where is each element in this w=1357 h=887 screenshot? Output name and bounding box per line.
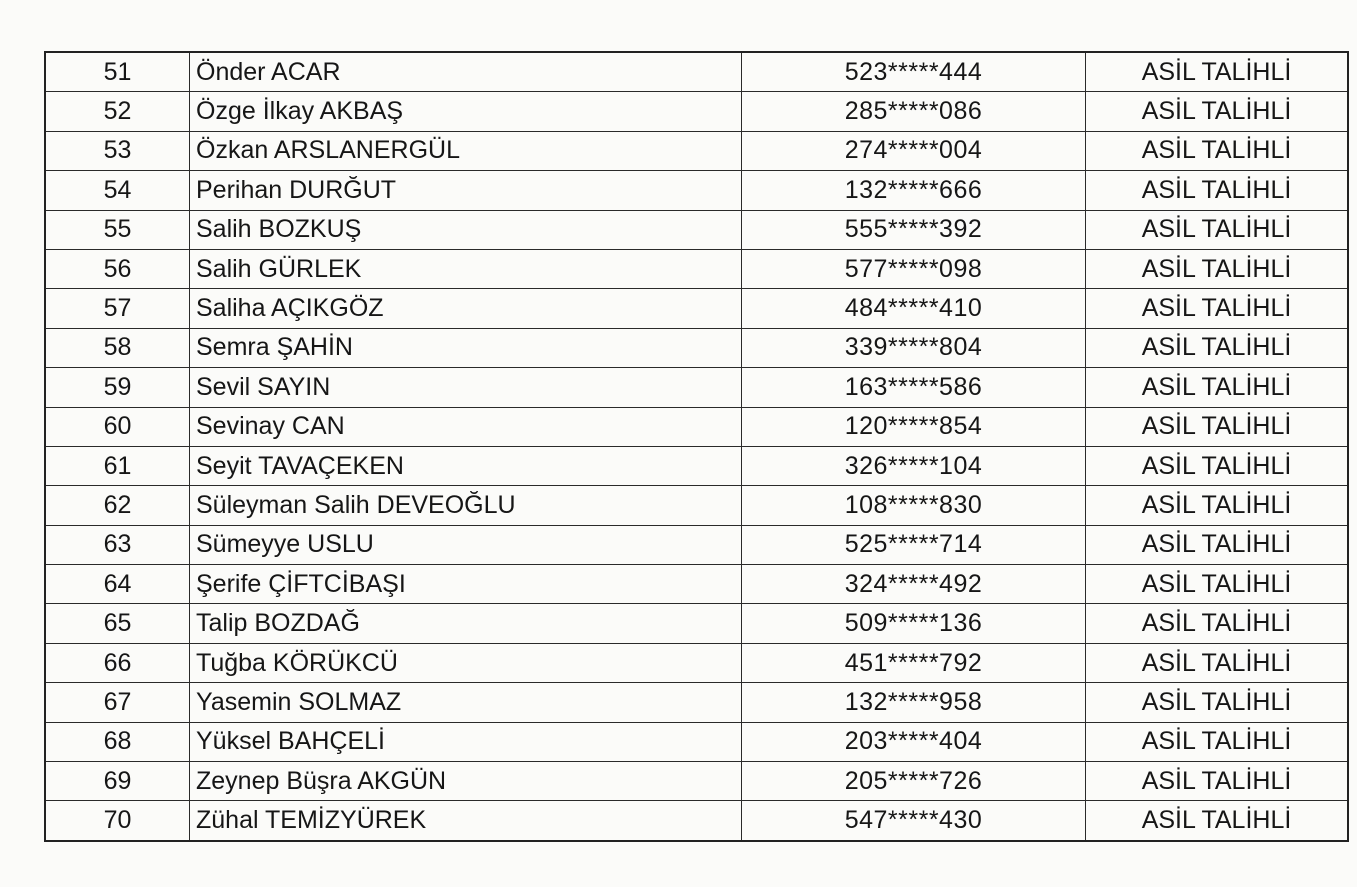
person-name-cell: Saliha AÇIKGÖZ — [190, 289, 742, 328]
person-name-cell: Perihan DURĞUT — [190, 171, 742, 210]
table-row — [45, 249, 1348, 288]
masked-id-cell: 523*****444 — [742, 52, 1086, 92]
table-row — [45, 446, 1348, 485]
table-row — [45, 407, 1348, 446]
masked-id-cell: 484*****410 — [742, 289, 1086, 328]
row-number-cell: 54 — [45, 171, 190, 210]
row-number-cell: 66 — [45, 643, 190, 682]
row-number-cell: 60 — [45, 407, 190, 446]
masked-id-cell: 339*****804 — [742, 328, 1086, 367]
row-number-cell: 53 — [45, 131, 190, 170]
person-name-cell: Yasemin SOLMAZ — [190, 683, 742, 722]
person-name-cell: Talip BOZDAĞ — [190, 604, 742, 643]
table-row — [45, 171, 1348, 210]
row-number-cell: 58 — [45, 328, 190, 367]
masked-id-cell: 274*****004 — [742, 131, 1086, 170]
person-name-cell: Salih GÜRLEK — [190, 249, 742, 288]
row-number-cell: 52 — [45, 92, 190, 131]
masked-id-cell: 577*****098 — [742, 249, 1086, 288]
masked-id-cell: 451*****792 — [742, 643, 1086, 682]
table-row — [45, 722, 1348, 761]
status-cell: ASİL TALİHLİ — [1086, 683, 1349, 722]
row-number-cell: 67 — [45, 683, 190, 722]
person-name-cell: Sevinay CAN — [190, 407, 742, 446]
person-name-cell: Önder ACAR — [190, 52, 742, 92]
person-name-cell: Zühal TEMİZYÜREK — [190, 801, 742, 841]
person-name-cell: Süleyman Salih DEVEOĞLU — [190, 486, 742, 525]
row-number-cell: 59 — [45, 368, 190, 407]
row-number-cell: 70 — [45, 801, 190, 841]
status-cell: ASİL TALİHLİ — [1086, 92, 1349, 131]
status-cell: ASİL TALİHLİ — [1086, 171, 1349, 210]
person-name-cell: Seyit TAVAÇEKEN — [190, 446, 742, 485]
person-name-cell: Salih BOZKUŞ — [190, 210, 742, 249]
table-row — [45, 52, 1348, 92]
status-cell: ASİL TALİHLİ — [1086, 643, 1349, 682]
masked-id-cell: 326*****104 — [742, 446, 1086, 485]
row-number-cell: 55 — [45, 210, 190, 249]
status-cell: ASİL TALİHLİ — [1086, 289, 1349, 328]
status-cell: ASİL TALİHLİ — [1086, 446, 1349, 485]
person-name-cell: Özkan ARSLANERGÜL — [190, 131, 742, 170]
table-row — [45, 92, 1348, 131]
table-row — [45, 762, 1348, 801]
table-row — [45, 210, 1348, 249]
masked-id-cell: 163*****586 — [742, 368, 1086, 407]
row-number-cell: 62 — [45, 486, 190, 525]
table-row — [45, 604, 1348, 643]
status-cell: ASİL TALİHLİ — [1086, 525, 1349, 564]
masked-id-cell: 285*****086 — [742, 92, 1086, 131]
status-cell: ASİL TALİHLİ — [1086, 762, 1349, 801]
results-table — [44, 51, 1349, 842]
results-table-body — [45, 52, 1348, 841]
table-row — [45, 131, 1348, 170]
table-row — [45, 801, 1348, 841]
masked-id-cell: 108*****830 — [742, 486, 1086, 525]
person-name-cell: Zeynep Büşra AKGÜN — [190, 762, 742, 801]
status-cell: ASİL TALİHLİ — [1086, 131, 1349, 170]
person-name-cell: Tuğba KÖRÜKCÜ — [190, 643, 742, 682]
row-number-cell: 56 — [45, 249, 190, 288]
table-row — [45, 328, 1348, 367]
row-number-cell: 63 — [45, 525, 190, 564]
status-cell: ASİL TALİHLİ — [1086, 722, 1349, 761]
masked-id-cell: 120*****854 — [742, 407, 1086, 446]
status-cell: ASİL TALİHLİ — [1086, 52, 1349, 92]
table-row — [45, 565, 1348, 604]
masked-id-cell: 132*****958 — [742, 683, 1086, 722]
row-number-cell: 57 — [45, 289, 190, 328]
status-cell: ASİL TALİHLİ — [1086, 407, 1349, 446]
row-number-cell: 64 — [45, 565, 190, 604]
status-cell: ASİL TALİHLİ — [1086, 368, 1349, 407]
row-number-cell: 51 — [45, 52, 190, 92]
person-name-cell: Semra ŞAHİN — [190, 328, 742, 367]
row-number-cell: 61 — [45, 446, 190, 485]
masked-id-cell: 203*****404 — [742, 722, 1086, 761]
person-name-cell: Özge İlkay AKBAŞ — [190, 92, 742, 131]
table-row — [45, 643, 1348, 682]
table-row — [45, 683, 1348, 722]
person-name-cell: Sevil SAYIN — [190, 368, 742, 407]
table-row — [45, 289, 1348, 328]
table-row — [45, 525, 1348, 564]
masked-id-cell: 205*****726 — [742, 762, 1086, 801]
masked-id-cell: 547*****430 — [742, 801, 1086, 841]
masked-id-cell: 509*****136 — [742, 604, 1086, 643]
masked-id-cell: 324*****492 — [742, 565, 1086, 604]
status-cell: ASİL TALİHLİ — [1086, 801, 1349, 841]
status-cell: ASİL TALİHLİ — [1086, 328, 1349, 367]
status-cell: ASİL TALİHLİ — [1086, 486, 1349, 525]
person-name-cell: Yüksel BAHÇELİ — [190, 722, 742, 761]
table-row — [45, 368, 1348, 407]
masked-id-cell: 525*****714 — [742, 525, 1086, 564]
masked-id-cell: 132*****666 — [742, 171, 1086, 210]
status-cell: ASİL TALİHLİ — [1086, 604, 1349, 643]
row-number-cell: 69 — [45, 762, 190, 801]
row-number-cell: 65 — [45, 604, 190, 643]
row-number-cell: 68 — [45, 722, 190, 761]
status-cell: ASİL TALİHLİ — [1086, 565, 1349, 604]
person-name-cell: Sümeyye USLU — [190, 525, 742, 564]
masked-id-cell: 555*****392 — [742, 210, 1086, 249]
person-name-cell: Şerife ÇİFTCİBAŞI — [190, 565, 742, 604]
table-row — [45, 486, 1348, 525]
status-cell: ASİL TALİHLİ — [1086, 210, 1349, 249]
status-cell: ASİL TALİHLİ — [1086, 249, 1349, 288]
